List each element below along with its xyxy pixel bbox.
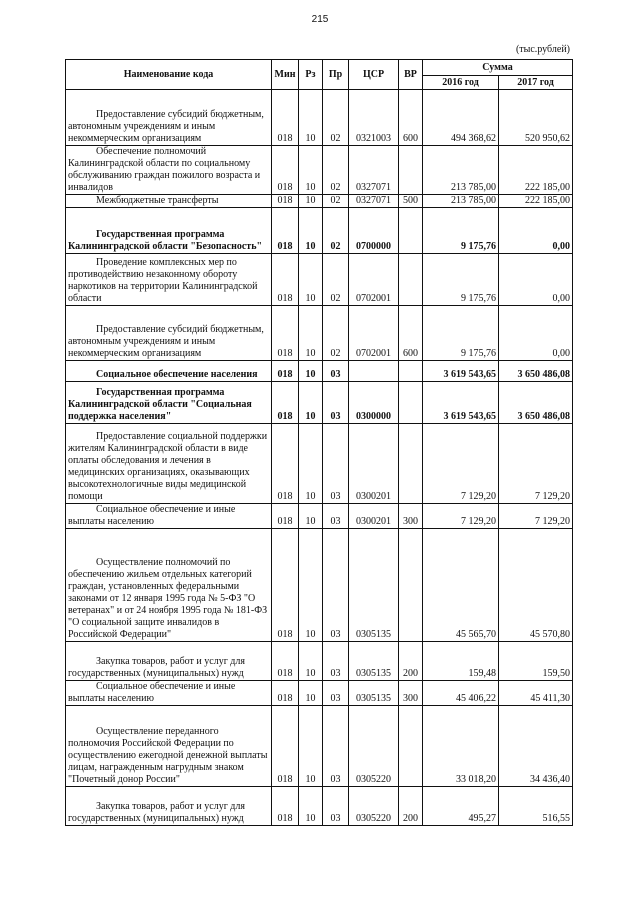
row-name: Предоставление субсидий бюджетным, автономным учреждениям и иным некоммерческим организациям bbox=[66, 306, 272, 361]
row-min: 018 bbox=[272, 706, 299, 787]
row-rz: 10 bbox=[299, 529, 323, 642]
row-csr: 0300201 bbox=[349, 424, 399, 504]
row-rz: 10 bbox=[299, 504, 323, 529]
budget-table bbox=[65, 59, 573, 826]
table-row bbox=[66, 787, 573, 826]
row-csr: 0300000 bbox=[349, 382, 399, 424]
row-y2017: 45 411,30 bbox=[499, 681, 573, 706]
row-vr bbox=[399, 706, 423, 787]
row-pr: 02 bbox=[323, 254, 349, 306]
table-row bbox=[66, 361, 573, 382]
row-min: 018 bbox=[272, 195, 299, 208]
header-csr: ЦСР bbox=[349, 60, 399, 90]
row-csr: 0300201 bbox=[349, 504, 399, 529]
row-y2017: 3 650 486,08 bbox=[499, 361, 573, 382]
row-name: Социальное обеспечение и иные выплаты населению bbox=[66, 504, 272, 529]
row-csr: 0305135 bbox=[349, 681, 399, 706]
table-row bbox=[66, 382, 573, 424]
header-rz: Рз bbox=[299, 60, 323, 90]
row-vr: 200 bbox=[399, 787, 423, 826]
row-rz: 10 bbox=[299, 642, 323, 681]
row-y2016: 494 368,62 bbox=[423, 90, 499, 146]
row-vr: 500 bbox=[399, 195, 423, 208]
row-rz: 10 bbox=[299, 254, 323, 306]
row-pr: 03 bbox=[323, 504, 349, 529]
row-y2016: 45 406,22 bbox=[423, 681, 499, 706]
row-min: 018 bbox=[272, 382, 299, 424]
table-row bbox=[66, 642, 573, 681]
table-row bbox=[66, 529, 573, 642]
row-csr: 0702001 bbox=[349, 306, 399, 361]
row-pr: 03 bbox=[323, 361, 349, 382]
row-pr: 03 bbox=[323, 681, 349, 706]
row-y2016: 213 785,00 bbox=[423, 195, 499, 208]
row-rz: 10 bbox=[299, 146, 323, 195]
row-pr: 03 bbox=[323, 642, 349, 681]
row-y2017: 0,00 bbox=[499, 208, 573, 254]
row-y2016: 33 018,20 bbox=[423, 706, 499, 787]
row-min: 018 bbox=[272, 254, 299, 306]
row-y2016: 7 129,20 bbox=[423, 424, 499, 504]
row-y2017: 222 185,00 bbox=[499, 195, 573, 208]
row-vr: 300 bbox=[399, 681, 423, 706]
row-y2016: 495,27 bbox=[423, 787, 499, 826]
row-min: 018 bbox=[272, 529, 299, 642]
row-vr bbox=[399, 529, 423, 642]
row-name: Обеспечение полномочий Калининградской области по социальному обслуживанию граждан пожилого возраста и инвалидов bbox=[66, 146, 272, 195]
row-y2016: 9 175,76 bbox=[423, 306, 499, 361]
row-y2017: 520 950,62 bbox=[499, 90, 573, 146]
row-csr: 0321003 bbox=[349, 90, 399, 146]
header-sum: Сумма bbox=[423, 60, 573, 76]
row-csr: 0700000 bbox=[349, 208, 399, 254]
row-csr: 0305135 bbox=[349, 642, 399, 681]
row-min: 018 bbox=[272, 642, 299, 681]
row-y2017: 7 129,20 bbox=[499, 424, 573, 504]
row-pr: 02 bbox=[323, 208, 349, 254]
row-pr: 03 bbox=[323, 787, 349, 826]
row-vr: 300 bbox=[399, 504, 423, 529]
row-csr: 0305135 bbox=[349, 529, 399, 642]
table-row bbox=[66, 90, 573, 146]
row-vr bbox=[399, 424, 423, 504]
row-pr: 03 bbox=[323, 529, 349, 642]
row-name: Закупка товаров, работ и услуг для государственных (муниципальных) нужд bbox=[66, 642, 272, 681]
row-y2017: 0,00 bbox=[499, 254, 573, 306]
row-y2016: 3 619 543,65 bbox=[423, 382, 499, 424]
header-pr: Пр bbox=[323, 60, 349, 90]
row-pr: 03 bbox=[323, 424, 349, 504]
row-name: Осуществление переданного полномочия Российской Федерации по осуществлению ежегодной денежной выплаты лицам, награжденным нагрудным знаком "Почетный донор России" bbox=[66, 706, 272, 787]
units-label: (тыс.рублей) bbox=[515, 44, 570, 55]
row-rz: 10 bbox=[299, 195, 323, 208]
row-min: 018 bbox=[272, 787, 299, 826]
row-y2016: 9 175,76 bbox=[423, 254, 499, 306]
row-csr: 0305220 bbox=[349, 787, 399, 826]
row-y2016: 45 565,70 bbox=[423, 529, 499, 642]
row-rz: 10 bbox=[299, 208, 323, 254]
row-y2016: 7 129,20 bbox=[423, 504, 499, 529]
row-vr bbox=[399, 382, 423, 424]
row-pr: 02 bbox=[323, 195, 349, 208]
row-pr: 03 bbox=[323, 382, 349, 424]
row-vr bbox=[399, 254, 423, 306]
row-rz: 10 bbox=[299, 424, 323, 504]
table-row bbox=[66, 424, 573, 504]
row-vr: 200 bbox=[399, 642, 423, 681]
row-csr: 0305220 bbox=[349, 706, 399, 787]
row-y2017: 34 436,40 bbox=[499, 706, 573, 787]
row-name: Социальное обеспечение и иные выплаты населению bbox=[66, 681, 272, 706]
row-name: Предоставление социальной поддержки жителям Калининградской области в виде оплаты обследования и лечения в медицинских организациях, оказывающих высокотехнологичные виды медицинской помощи bbox=[66, 424, 272, 504]
row-rz: 10 bbox=[299, 681, 323, 706]
row-rz: 10 bbox=[299, 306, 323, 361]
row-min: 018 bbox=[272, 681, 299, 706]
row-y2017: 516,55 bbox=[499, 787, 573, 826]
row-rz: 10 bbox=[299, 382, 323, 424]
row-y2016: 159,48 bbox=[423, 642, 499, 681]
row-name: Закупка товаров, работ и услуг для государственных (муниципальных) нужд bbox=[66, 787, 272, 826]
row-name: Межбюджетные трансферты bbox=[66, 195, 272, 208]
header-vr: ВР bbox=[399, 60, 423, 90]
row-name: Государственная программа Калининградской области "Социальная поддержка населения" bbox=[66, 382, 272, 424]
row-rz: 10 bbox=[299, 90, 323, 146]
row-vr bbox=[399, 361, 423, 382]
table-row bbox=[66, 254, 573, 306]
page-number: 215 bbox=[311, 14, 329, 25]
row-y2016: 9 175,76 bbox=[423, 208, 499, 254]
row-y2017: 7 129,20 bbox=[499, 504, 573, 529]
row-y2017: 45 570,80 bbox=[499, 529, 573, 642]
row-rz: 10 bbox=[299, 787, 323, 826]
header-2016: 2016 год bbox=[423, 76, 499, 90]
row-min: 018 bbox=[272, 424, 299, 504]
table-row bbox=[66, 306, 573, 361]
row-y2016: 3 619 543,65 bbox=[423, 361, 499, 382]
table-row bbox=[66, 681, 573, 706]
row-min: 018 bbox=[272, 146, 299, 195]
header-min: Мин bbox=[272, 60, 299, 90]
row-pr: 02 bbox=[323, 90, 349, 146]
row-y2017: 0,00 bbox=[499, 306, 573, 361]
row-y2017: 3 650 486,08 bbox=[499, 382, 573, 424]
row-vr bbox=[399, 146, 423, 195]
row-pr: 03 bbox=[323, 706, 349, 787]
row-name: Предоставление субсидий бюджетным, автономным учреждениям и иным некоммерческим организациям bbox=[66, 90, 272, 146]
table-row bbox=[66, 504, 573, 529]
row-name: Проведение комплексных мер по противодействию незаконному обороту наркотиков на территории Калининградской области bbox=[66, 254, 272, 306]
row-rz: 10 bbox=[299, 706, 323, 787]
table-row bbox=[66, 146, 573, 195]
header-name: Наименование кода bbox=[66, 60, 272, 90]
row-y2017: 222 185,00 bbox=[499, 146, 573, 195]
row-name: Осуществление полномочий по обеспечению жильем отдельных категорий граждан, установленных федеральными законами от 12 января 1995 года № 5-ФЗ "О ветеранах" и от 24 ноября 1995 года № 181-ФЗ "О социальной защите инвалидов в Российской Федерации" bbox=[66, 529, 272, 642]
row-name: Социальное обеспечение населения bbox=[66, 361, 272, 382]
row-vr bbox=[399, 208, 423, 254]
row-pr: 02 bbox=[323, 306, 349, 361]
row-csr: 0702001 bbox=[349, 254, 399, 306]
row-pr: 02 bbox=[323, 146, 349, 195]
row-min: 018 bbox=[272, 306, 299, 361]
row-csr: 0327071 bbox=[349, 146, 399, 195]
row-min: 018 bbox=[272, 361, 299, 382]
row-name: Государственная программа Калининградской области "Безопасность" bbox=[66, 208, 272, 254]
table-row bbox=[66, 195, 573, 208]
row-csr: 0327071 bbox=[349, 195, 399, 208]
row-y2016: 213 785,00 bbox=[423, 146, 499, 195]
row-csr bbox=[349, 361, 399, 382]
table-row bbox=[66, 706, 573, 787]
row-min: 018 bbox=[272, 208, 299, 254]
row-min: 018 bbox=[272, 504, 299, 529]
row-y2017: 159,50 bbox=[499, 642, 573, 681]
row-vr: 600 bbox=[399, 90, 423, 146]
row-vr: 600 bbox=[399, 306, 423, 361]
table-row bbox=[66, 208, 573, 254]
header-2017: 2017 год bbox=[499, 76, 573, 90]
row-rz: 10 bbox=[299, 361, 323, 382]
row-min: 018 bbox=[272, 90, 299, 146]
